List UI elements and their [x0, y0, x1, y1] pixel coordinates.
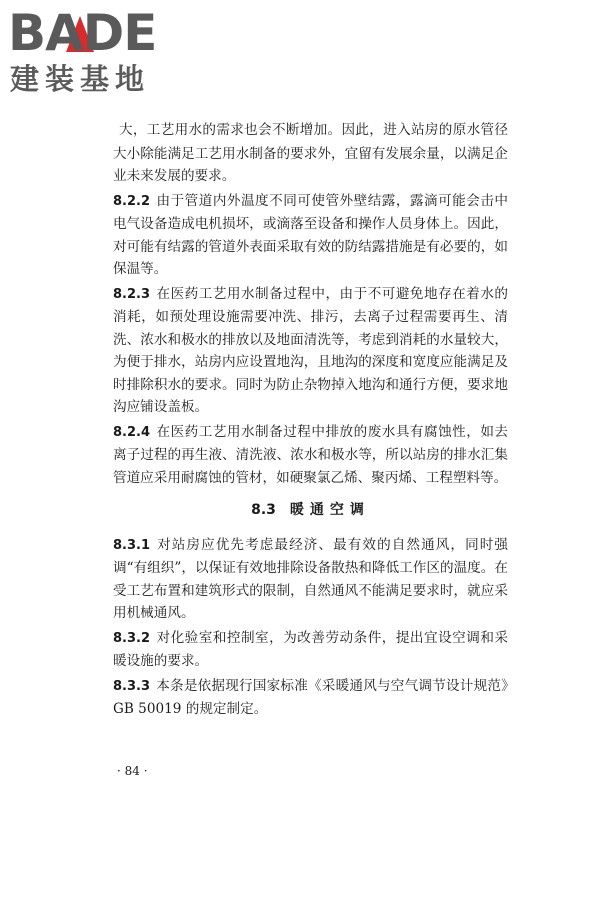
document-body: [113, 119, 508, 723]
paragraph-text: 对化验室和控制室，为改善劳动条件，提出宜设空调和采暖设施的要求。: [113, 629, 508, 669]
clause-number: 8.2.2: [113, 193, 151, 209]
paragraph-text: 在医药工艺用水制备过程中，由于不可避免地存在着水的消耗，如预处理设施需要冲洗、排污，去离子过程需要再生、清洗、浓水和极水的排放以及地面清洗等，考虑到消耗的水量较大，为便于排水，站房内应设置地沟，且地沟的深度和宽度应能满足及时排除积水的要求。同时为防止杂物掉入地沟和通行方便，要求地沟应铺设盖板。: [113, 285, 508, 415]
section-number: 8.3: [251, 502, 276, 518]
clause-number: 8.3.1: [113, 537, 151, 553]
paragraph: [113, 190, 508, 281]
clause-number: 8.2.4: [113, 424, 151, 440]
paragraph-text: 由于管道内外温度不同可使管外壁结露，露滴可能会击中电气设备造成电机损坏，或滴落至设备和操作人员身体上。因此，对可能有结露的管道外表面采取有效的防结露措施是有必要的，如保温等。: [113, 192, 508, 277]
paragraph: [113, 283, 508, 419]
page-number: · 84 ·: [117, 764, 148, 778]
paragraph: [113, 534, 508, 625]
brand-logo: [8, 6, 178, 98]
clause-number: 8.3.2: [113, 630, 151, 646]
section-title: 暖通空调: [289, 502, 370, 518]
paragraph: [113, 675, 508, 721]
paragraph-text: 本条是依据现行国家标准《采暖通风与空气调节设计规范》GB 50019 的规定制定。: [113, 677, 508, 717]
clause-number: 8.3.3: [113, 678, 151, 694]
paragraph-text: 对站房应优先考虑最经济、最有效的自然通风，同时强调“有组织”，以保证有效地排除设备散热和降低工作区的温度。在受工艺布置和建筑形式的限制，自然通风不能满足要求时，就应采用机械通风。: [113, 536, 508, 621]
paragraph-text: 在医药工艺用水制备过程中排放的废水具有腐蚀性，如去离子过程的再生液、清洗液、浓水和极水等，所以站房的排水汇集管道应采用耐腐蚀的管材，如硬聚氯乙烯、聚丙烯、工程塑料等。: [113, 423, 508, 486]
paragraph: [113, 421, 508, 490]
logo-wordmark: BADE: [8, 4, 157, 62]
paragraph-text: 大，工艺用水的需求也会不断增加。因此，进入站房的原水管径大小除能满足工艺用水制备的要求外，宜留有发展余量，以满足企业未来发展的要求。: [113, 122, 508, 184]
logo-subtitle: 建装基地: [10, 62, 151, 96]
section-heading: [113, 499, 508, 522]
paragraph: [113, 627, 508, 673]
clause-number: 8.2.3: [113, 286, 151, 302]
paragraph: [113, 119, 508, 188]
